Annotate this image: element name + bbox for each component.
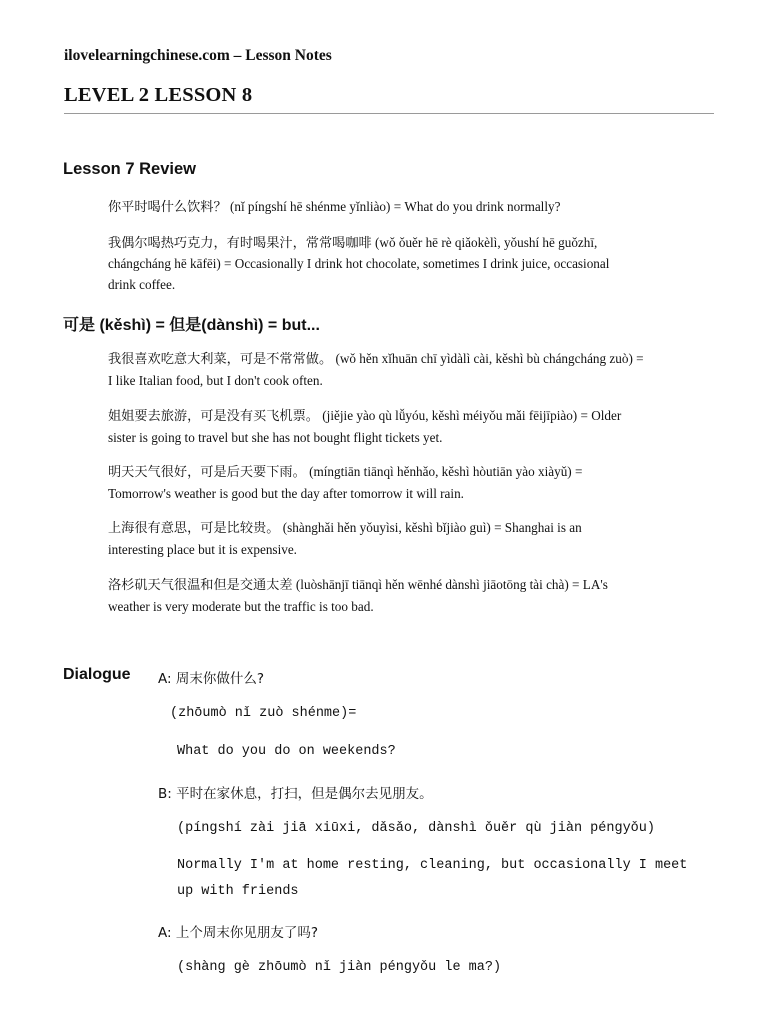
keshi-example-5 (108, 574, 728, 618)
example-5-line1: 洛杉矶天气很温和但是交通太差 (luòshānjī tiānqì hěn wēnhé dànshì jiāotōng tài chà) = LA's (108, 577, 608, 592)
review-p2-line2: chángcháng hē kāfēi) = Occasionally I drink hot chocolate, sometimes I drink juice, occasional (108, 256, 610, 271)
example-2-line2: sister is going to travel but she has not bought flight tickets yet. (108, 430, 443, 445)
site-header: ilovelearningchinese.com – Lesson Notes (64, 47, 332, 64)
dialogue-a1-pinyin: (zhōumò nǐ zuò shénme)= (170, 706, 357, 721)
keshi-heading: 可是 (kěshì) = 但是(dànshì) = but... (63, 317, 320, 334)
example-2-line1: 姐姐要去旅游，可是没有买飞机票。 (jiějie yào qù lǚyóu, kěshì méiyǒu mǎi fēijīpiào) = Older (108, 408, 622, 423)
dialogue-a2: A: 上个周末你见朋友了吗? (158, 925, 319, 941)
example-5-line2: weather is very moderate but the traffic is too bad. (108, 599, 374, 614)
keshi-example-1 (108, 348, 728, 392)
dialogue-b1: B: 平时在家休息，打扫，但是偶尔去见朋友。 (158, 786, 433, 802)
example-4-line1: 上海很有意思，可是比较贵。 (shànghǎi hěn yǒuyìsi, kěshì bǐjiào guì) = Shanghai is an (108, 520, 582, 535)
example-1-line2: I like Italian food, but I don't cook often. (108, 373, 323, 388)
review-p2-line1: 我偶尔喝热巧克力，有时喝果汁，常常喝咖啡 (wǒ ǒuěr hē rè qiǎokèlì, yǒushí hē guǒzhī, (108, 235, 598, 250)
keshi-example-4 (108, 517, 728, 561)
keshi-example-2 (108, 405, 728, 449)
example-3-line1: 明天天气很好，可是后天要下雨。 (míngtiān tiānqì hěnhǎo, kěshì hòutiān yào xiàyǔ) = (108, 464, 583, 479)
dialogue-a1-english: What do you do on weekends? (177, 744, 396, 759)
title-divider (64, 113, 714, 114)
example-3-line2: Tomorrow's weather is good but the day after tomorrow it will rain. (108, 486, 464, 501)
dialogue-b1-english-line1: Normally I'm at home resting, cleaning, but occasionally I meet (177, 858, 688, 873)
review-heading: Lesson 7 Review (63, 160, 196, 178)
keshi-example-3 (108, 461, 728, 505)
example-4-line2: interesting place but it is expensive. (108, 542, 297, 557)
review-p1-text: 你平时喝什么饮料？ (nǐ píngshí hē shénme yǐnliào) = What do you drink normally? (108, 199, 561, 214)
lesson-title: LEVEL 2 LESSON 8 (64, 84, 253, 106)
dialogue-a1: A: 周末你做什么? (158, 671, 265, 687)
dialogue-a2-pinyin: (shàng gè zhōumò nǐ jiàn péngyǒu le ma?) (177, 960, 502, 975)
review-paragraph-1 (108, 196, 728, 218)
dialogue-b1-pinyin: (píngshí zài jiā xiūxi, dǎsǎo, dànshì ǒuěr qù jiàn péngyǒu) (177, 821, 655, 836)
review-p2-line3: drink coffee. (108, 277, 176, 292)
dialogue-label: Dialogue (63, 666, 131, 683)
example-1-line1: 我很喜欢吃意大利菜，可是不常常做。 (wǒ hěn xǐhuān chī yìdàlì cài, kěshì bù chángcháng zuò) = (108, 351, 644, 366)
review-paragraph-2 (108, 232, 728, 295)
dialogue-b1-english-line2: up with friends (177, 884, 299, 899)
